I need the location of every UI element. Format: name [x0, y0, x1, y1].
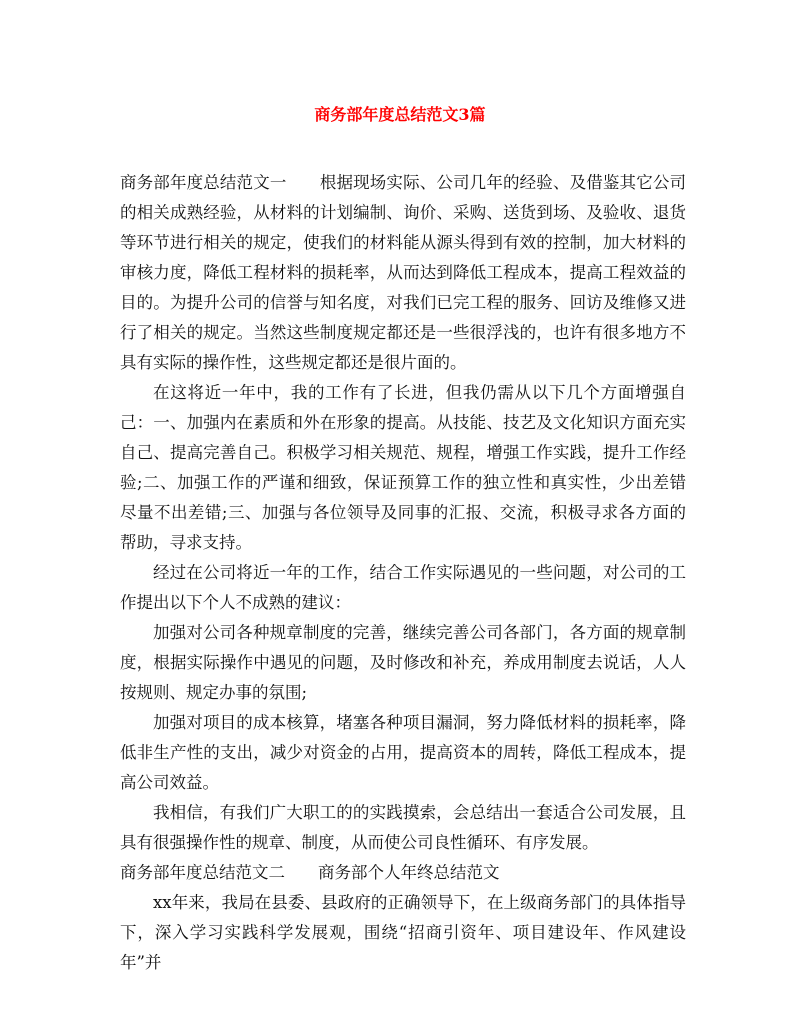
- document-body: [120, 168, 686, 978]
- paragraph-6: 我相信，有我们广大职工的的实践摸索，会总结出一套适合公司发展，且具有很强操作性的规章、制度，从而使公司良性循环、有序发展。: [120, 803, 686, 852]
- paragraph-2: 在这将近一年中，我的工作有了长进，但我仍需从以下几个方面增强自己：一、加强内在素质和外在形象的提高。从技能、技艺及文化知识方面充实自己、提高完善自己。积极学习相关规范、规程，增强工作实践，提升工作经验;二、加强工作的严谨和细致，保证预算工作的独立性和真实性，少出差错尽量不出差错;三、加强与各位领导及同事的汇报、交流，积极寻求各方面的帮助，寻求支持。: [120, 383, 686, 552]
- paragraph-5: 加强对项目的成本核算，堵塞各种项目漏洞，努力降低材料的损耗率，降低非生产性的支出，减少对资金的占用，提高资本的周转，降低工程成本，提高公司效益。: [120, 713, 686, 792]
- paragraph-7: xx年来，我局在县委、县政府的正确领导下，在上级商务部门的具体指导下，深入学习实践科学发展观，围绕“招商引资年、项目建设年、作风建设年”并: [120, 893, 686, 972]
- section-heading-2: 商务部年度总结范文二 商务部个人年终总结范文: [120, 863, 500, 882]
- paragraph-1: 商务部年度总结范文一 根据现场实际、公司几年的经验、及借鉴其它公司的相关成熟经验，从材料的计划编制、询价、采购、送货到场、及验收、退货等环节进行相关的规定，使我们的材料能从源头得到有效的控制，加大材料的审核力度，降低工程材料的损耗率，从而达到降低工程成本，提高工程效益的目的。为提升公司的信誉与知名度，对我们已完工程的服务、回访及维修又进行了相关的规定。当然这些制度规定都还是一些很浮浅的，也许有很多地方不具有实际的操作性，这些规定都还是很片面的。: [120, 173, 686, 372]
- document-title: 商务部年度总结范文3篇: [314, 105, 486, 124]
- paragraph-3: 经过在公司将近一年的工作，结合工作实际遇见的一些问题，对公司的工作提出以下个人不成熟的建议：: [120, 563, 686, 612]
- paragraph-4: 加强对公司各种规章制度的完善，继续完善公司各部门，各方面的规章制度，根据实际操作中遇见的问题，及时修改和补充，养成用制度去说话，人人按规则、规定办事的氛围;: [120, 623, 686, 702]
